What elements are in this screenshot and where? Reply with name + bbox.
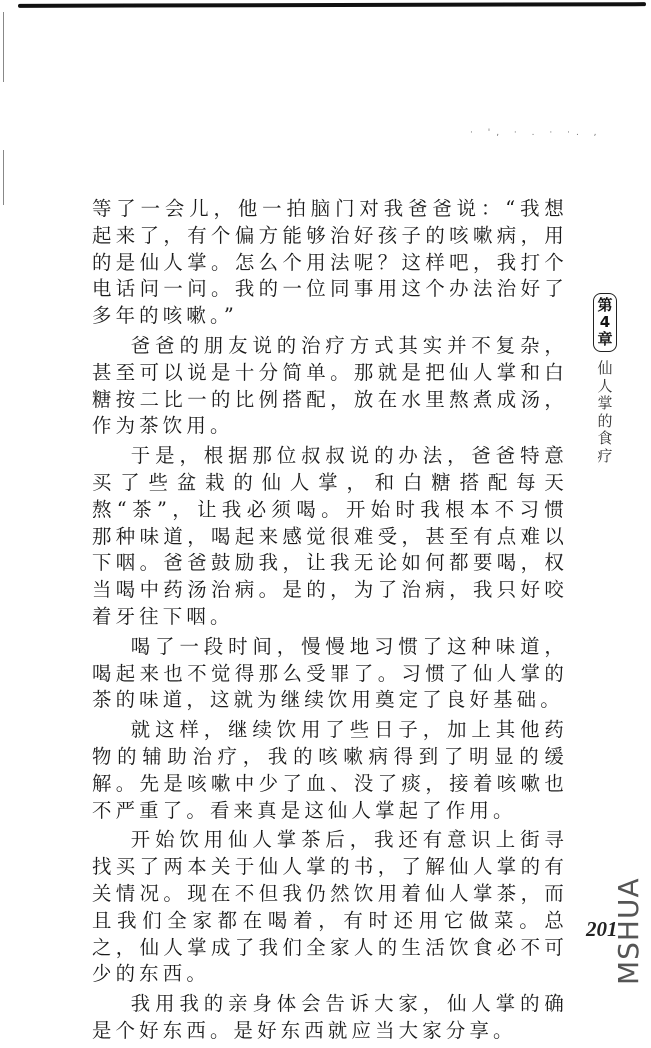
paragraph-1: 等了一会儿，他一拍脑门对我爸爸说：“我想起来了，有个偏方能够治好孩子的咳嗽病，用的是仙人掌。怎么个用法呢？这样吧，我打个电话问一问。我的一位同事用这个办法治好了多年的咳嗽。” [92, 197, 568, 328]
paragraph-3: 于是，根据那位叔叔说的办法，爸爸特意买了些盆栽的仙人掌，和白糖搭配每天熬“茶”，让我必须喝。开始时我根本不习惯那种味道，喝起来感觉很难受，甚至有点难以下咽。爸爸鼓励我，让我无论如何都要喝，权当喝中药汤治病。是的，为了治病，我只好咬着牙往下咽。 [92, 444, 568, 628]
chapter-title-char: 疗 [597, 446, 613, 465]
top-rule [18, 2, 646, 8]
chapter-title [595, 360, 615, 465]
paragraph-6: 开始饮用仙人掌茶后，我还有意识上街寻找买了两本关于仙人掌的书，了解仙人掌的有关情况。现在不但我仍然饮用着仙人掌茶，而且我们全家都在喝着，有时还用它做菜。总之，仙人掌成了我们全家人的生活饮食必不可少的东西。 [92, 828, 568, 986]
paragraph-4: 喝了一段时间，慢慢地习惯了这种味道，喝起来也不觉得那么受罪了。习惯了仙人掌的茶的味道，这就为继续饮用奠定了良好基础。 [92, 634, 568, 712]
chapter-title-char: 的 [597, 411, 613, 430]
chapter-title-char: 人 [597, 376, 613, 395]
paragraph-7: 我用我的亲身体会告诉大家，仙人掌的确是个好东西。是好东西就应当大家分享。 [92, 992, 568, 1042]
chapter-title-char: 仙 [597, 359, 613, 377]
body-text [92, 196, 568, 1048]
paragraph-2: 爸爸的朋友说的治疗方式其实并不复杂，甚至可以说是十分简单。那就是把仙人掌和白糖按二比一的比例搭配，放在水里熬煮成汤，作为茶饮用。 [92, 333, 568, 438]
watermark: MSHUA [612, 877, 645, 985]
chapter-tab [593, 293, 617, 352]
paragraph-5: 就这样，继续饮用了些日子，加上其他药物的辅助治疗，我的咳嗽病得到了明显的缓解。先是咳嗽中少了血、没了痰，接着咳嗽也不严重了。看来真是这仙人掌起了作用。 [92, 718, 568, 822]
page-number: 201 [586, 917, 618, 941]
chapter-number: 4 [599, 313, 611, 331]
chapter-tab-line: 第 [597, 296, 613, 314]
scan-specks: · ', · . · ·. , [470, 128, 603, 138]
chapter-title-char: 食 [597, 429, 613, 447]
left-margin-line [3, 150, 4, 205]
chapter-title-char: 掌 [597, 394, 613, 412]
chapter-tab-line: 章 [597, 330, 613, 348]
left-margin-line [3, 12, 4, 82]
